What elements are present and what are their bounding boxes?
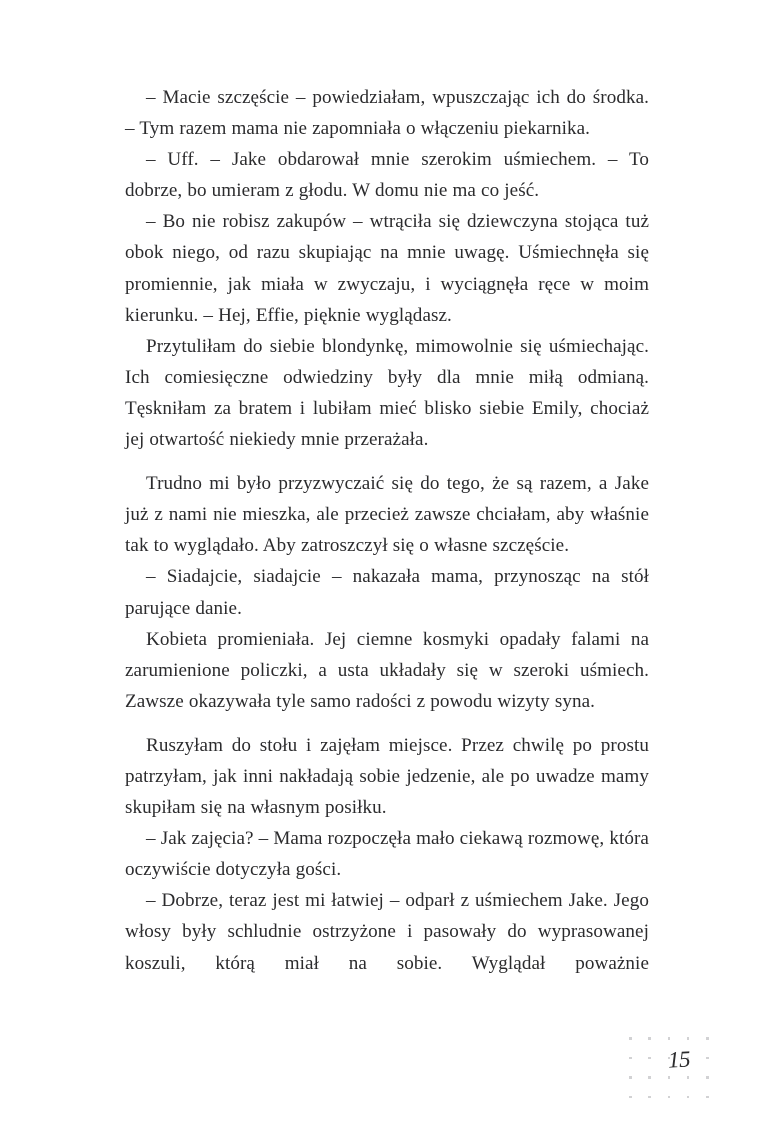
ornament-dot <box>629 1096 632 1099</box>
ornament-dot <box>706 1057 709 1060</box>
ornament-dot <box>706 1076 709 1079</box>
paragraph: Przytuliłam do siebie blondynkę, mimowolnie się uśmiechając. Ich comiesięczne odwiedziny były dla mnie miłą odmianą. Tęskniłam za bratem i lubiłam mieć blisko siebie Emily, chociaż jej otwartość niekiedy mnie przerażała. <box>125 335 649 451</box>
paragraph: – Siadajcie, siadajcie – nakazała mama, przynosząc na stół parujące danie. <box>125 566 649 619</box>
paragraph: Trudno mi było przyzwyczaić się do tego, że są razem, a Jake już z nami nie mieszka, ale przecież zawsze chciałam, aby właśnie tak to wyglądało. Aby zatroszczył się o własne szczęście. <box>125 473 649 557</box>
paragraph: Kobieta promieniała. Jej ciemne kosmyki opadały falami na zarumienione policzki, a usta układały się w szeroki uśmiech. Zawsze okazywała tyle samo radości z powodu wizyty syna. <box>125 628 649 712</box>
ornament-dot <box>648 1057 651 1060</box>
page-footer <box>629 1037 725 1099</box>
ornament-dot <box>687 1096 690 1099</box>
ornament-dot <box>668 1096 671 1099</box>
ornament-dot <box>629 1076 632 1079</box>
paragraph: – Uff. – Jake obdarował mnie szerokim uśmiechem. – To dobrze, bo umieram z głodu. W domu nie ma co jeść. <box>125 149 649 202</box>
paragraph: Ruszyłam do stołu i zajęłam miejsce. Przez chwilę po prostu patrzyłam, jak inni nakładają sobie jedzenie, ale po uwadze mamy skupiłam się na własnym posiłku. <box>125 734 649 819</box>
ornament-dot <box>629 1057 632 1060</box>
ornament-dot <box>687 1076 690 1079</box>
page-text-body <box>125 82 649 979</box>
page-number: 15 <box>667 1046 691 1073</box>
paragraph: – Jak zajęcia? – Mama rozpoczęła mało ciekawą rozmowę, która oczywiście dotyczyła gości. <box>125 828 649 881</box>
paragraph: – Dobrze, teraz jest mi łatwiej – odparł z uśmiechem Jake. Jego włosy były schludnie ostrzyżone i pasowały do wyprasowanej koszuli, którą miał na sobie. Wyglądał poważnie <box>125 890 649 974</box>
ornament-dot <box>629 1037 632 1040</box>
ornament-dot <box>687 1037 690 1040</box>
ornament-dot <box>648 1037 651 1040</box>
paragraph: – Bo nie robisz zakupów – wtrąciła się dziewczyna stojąca tuż obok niego, od razu skupiając na mnie uwagę. Uśmiechnęła się promiennie, jak miała w zwyczaju, i wyciągnęła ręce w moim kierunku. – Hej, Effie, pięknie wyglądasz. <box>125 211 649 326</box>
ornament-dot <box>668 1076 671 1079</box>
ornament-dot <box>668 1037 671 1040</box>
ornament-dot <box>706 1096 709 1099</box>
ornament-dot <box>648 1076 651 1079</box>
paragraph: – Macie szczęście – powiedziałam, wpuszczając ich do środka. – Tym razem mama nie zapomniała o włączeniu piekarnika. <box>125 87 649 140</box>
ornament-dot <box>706 1037 709 1040</box>
ornament-dot <box>648 1096 651 1099</box>
